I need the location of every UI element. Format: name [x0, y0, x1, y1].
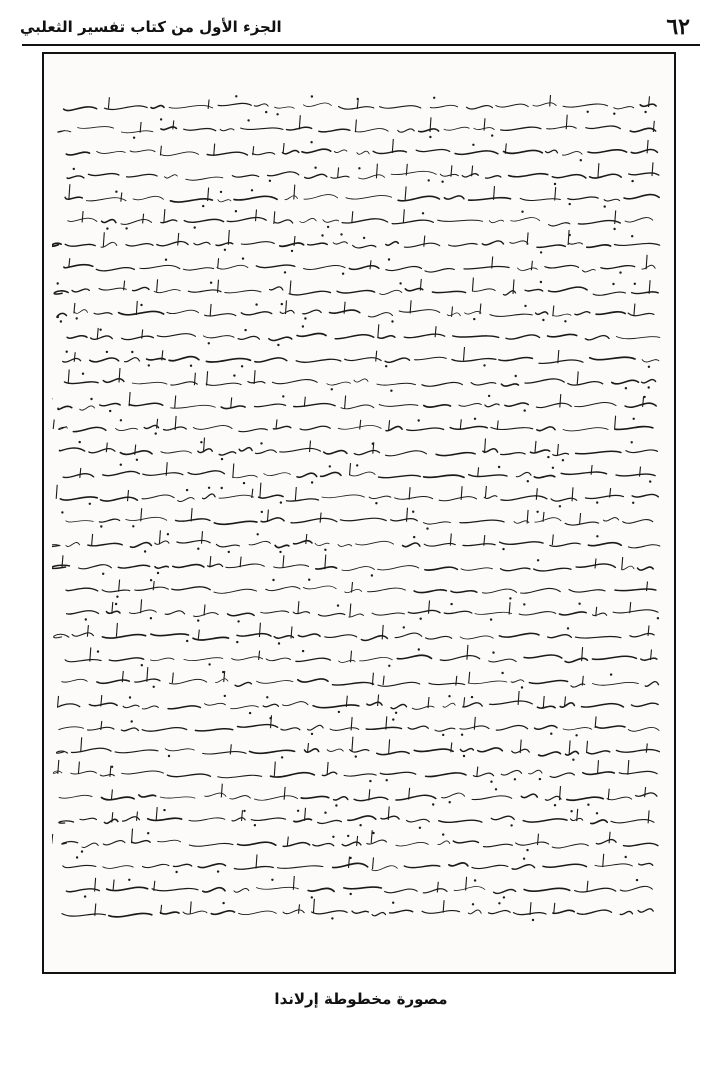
manuscript-line [53, 760, 657, 783]
manuscript-line [52, 829, 658, 853]
manuscript-line [53, 416, 653, 435]
manuscript-line [52, 555, 653, 577]
manuscript-line [66, 579, 656, 600]
manuscript-line [65, 645, 657, 667]
manuscript-line [67, 324, 660, 346]
manuscript-line [67, 162, 659, 185]
manuscript-line [62, 899, 653, 921]
figure-caption: مصورة مخطوطة إرلاندا [274, 990, 448, 1008]
manuscript-line [52, 278, 658, 296]
manuscript-line [66, 139, 657, 161]
running-title: الجزء الأول من كتاب تفسير الثعلبي [20, 18, 282, 36]
manuscript-line [59, 784, 657, 807]
manuscript-line [54, 623, 654, 645]
manuscript-line [63, 462, 655, 484]
manuscript-line [56, 737, 659, 761]
manuscript-line [61, 508, 653, 530]
manuscript-line [65, 184, 659, 208]
manuscript-line [67, 599, 660, 622]
manuscript-line [68, 209, 653, 230]
header-rule [22, 44, 700, 46]
manuscript-line [59, 715, 659, 736]
manuscript-line [63, 854, 653, 873]
manuscript-line [64, 255, 655, 275]
manuscript-line [58, 115, 656, 139]
manuscript-line [65, 368, 656, 392]
manuscript-image [52, 95, 668, 925]
manuscript-line [64, 95, 657, 116]
manuscript-line [58, 691, 659, 714]
page-number: ٦٢ [666, 14, 690, 40]
manuscript-line [63, 347, 659, 368]
manuscript-line [56, 483, 658, 508]
manuscript-line [52, 530, 660, 553]
manuscript-line [52, 392, 656, 412]
manuscript-line [59, 438, 657, 462]
page-header [20, 8, 702, 44]
manuscript-line [52, 230, 660, 254]
manuscript-line [62, 667, 659, 689]
manuscript-line [59, 806, 654, 829]
manuscript-line [57, 300, 654, 322]
manuscript-line [66, 876, 652, 899]
